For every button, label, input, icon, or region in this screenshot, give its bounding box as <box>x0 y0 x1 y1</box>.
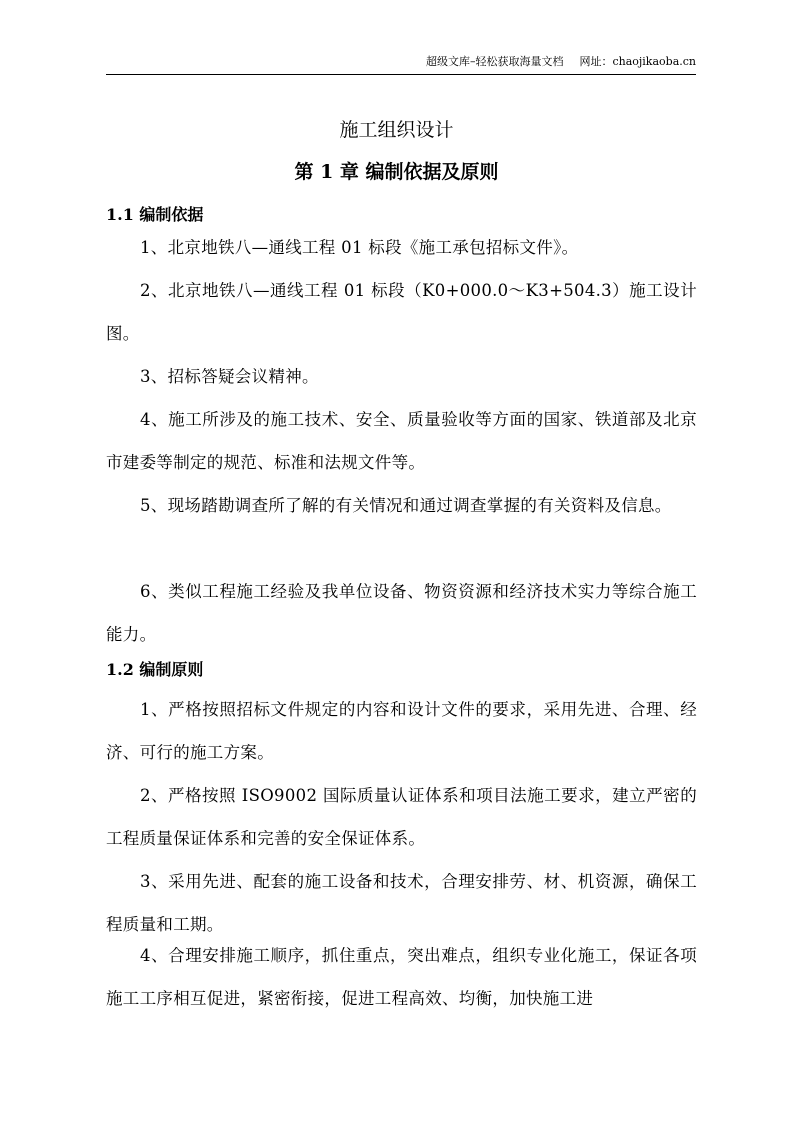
page-header <box>106 55 696 75</box>
section-heading-1-2: 1.2 编制原则 <box>106 660 204 679</box>
section-heading-1-1: 1.1 编制依据 <box>106 205 204 224</box>
paragraph: 1、严格按照招标文件规定的内容和设计文件的要求，采用先进、合理、经济、可行的施工方案。 <box>106 700 697 762</box>
paragraph: 2、严格按照 ISO9002 国际质量认证体系和项目法施工要求，建立严密的工程质量保证体系和完善的安全保证体系。 <box>106 786 697 848</box>
paragraph: 1、北京地铁八—通线工程 01 标段《施工承包招标文件》。 <box>140 238 579 257</box>
paragraph: 2、北京地铁八—通线工程 01 标段（K0+000.0～K3+504.3）施工设计图。 <box>106 281 697 343</box>
document-title: 施工组织设计 <box>339 119 454 141</box>
paragraph: 3、招标答疑会议精神。 <box>140 367 319 386</box>
paragraph: 3、采用先进、配套的施工设备和技术，合理安排劳、材、机资源，确保工程质量和工期。 <box>106 872 697 934</box>
paragraph: 6、类似工程施工经验及我单位设备、物资资源和经济技术实力等综合施工能力。 <box>106 582 697 644</box>
paragraph: 4、施工所涉及的施工技术、安全、质量验收等方面的国家、铁道部及北京市建委等制定的规范、标准和法规文件等。 <box>106 410 697 472</box>
chapter-title: 第 1 章 编制依据及原则 <box>294 161 499 183</box>
header-url: 网址：chaojikaoba.cn <box>579 55 696 68</box>
paragraph: 4、合理安排施工顺序，抓住重点，突出难点，组织专业化施工，保证各项施工工序相互促进，紧密衔接，促进工程高效、均衡，加快施工进 <box>106 946 697 1008</box>
header-site-slogan: 超级文库–轻松获取海量文档 <box>425 55 564 68</box>
paragraph: 5、现场踏勘调查所了解的有关情况和通过调查掌握的有关资料及信息。 <box>140 496 672 515</box>
